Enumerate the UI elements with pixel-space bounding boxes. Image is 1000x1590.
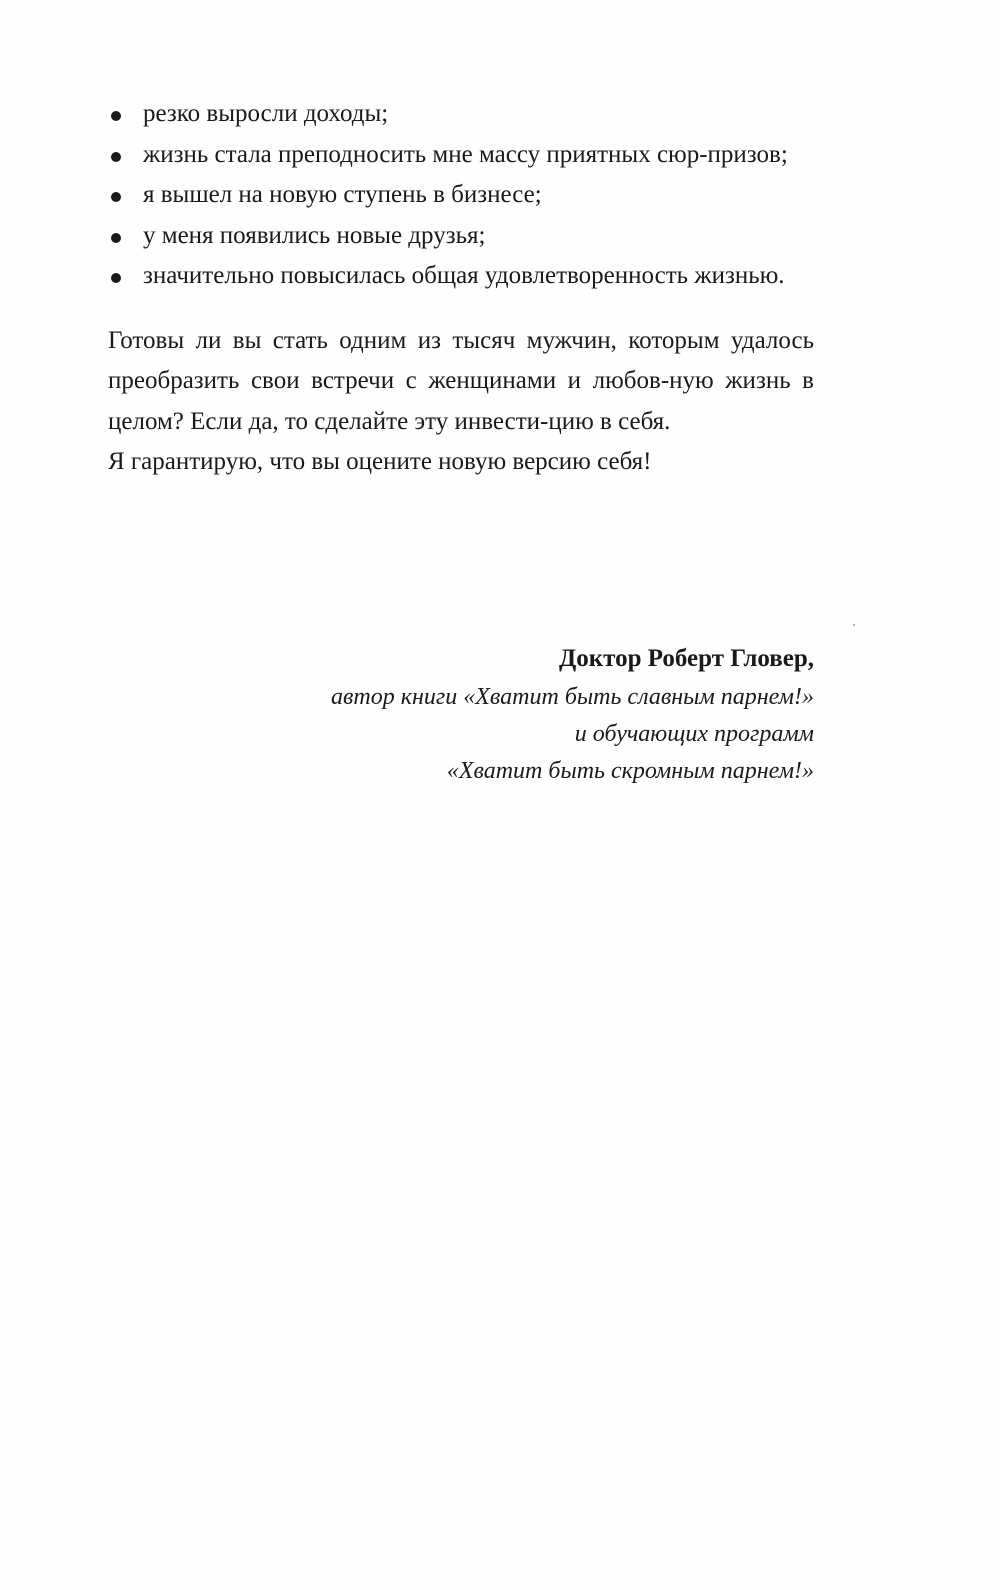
bullet-icon xyxy=(111,152,121,162)
author-credit-line-3: «Хватит быть скромным парнем!» xyxy=(446,758,814,784)
list-item xyxy=(108,175,814,216)
author-credit-line-1: автор книги «Хватит быть славным парнем!» xyxy=(331,684,814,710)
list-item xyxy=(108,94,814,135)
main-text xyxy=(108,94,814,483)
bullet-icon xyxy=(111,273,121,283)
bullet-icon xyxy=(111,233,121,243)
scan-speck xyxy=(853,624,855,626)
paragraph-invitation: Готовы ли вы стать одним из тысяч мужчин, которым удалось преобразить свои встречи с женщинами и любов-ную жизнь в целом? Если да, то сделайте эту инвести-цию в себя. xyxy=(108,326,814,435)
list-item xyxy=(108,256,814,297)
author-name: Доктор Роберт Гловер, xyxy=(559,645,814,672)
list-item-text: я вышел на новую ступень в бизнесе; xyxy=(143,181,542,208)
author-signature xyxy=(331,640,814,790)
list-item xyxy=(108,135,814,176)
list-item-text: жизнь стала преподносить мне массу приятных сюр-призов; xyxy=(143,140,788,168)
list-item-text: у меня появились новые друзья; xyxy=(143,221,486,249)
author-credit-line-2: и обучающих программ xyxy=(574,721,814,747)
list-item xyxy=(108,216,814,257)
list-item-text: значительно повысилась общая удовлетворенность жизнью. xyxy=(143,262,785,289)
paragraph-guarantee: Я гарантирую, что вы оцените новую версию себя! xyxy=(108,448,652,475)
bullet-icon xyxy=(111,192,121,202)
list-item-text: резко выросли доходы; xyxy=(143,100,389,127)
bullet-icon xyxy=(111,111,121,121)
benefits-list xyxy=(108,94,814,297)
